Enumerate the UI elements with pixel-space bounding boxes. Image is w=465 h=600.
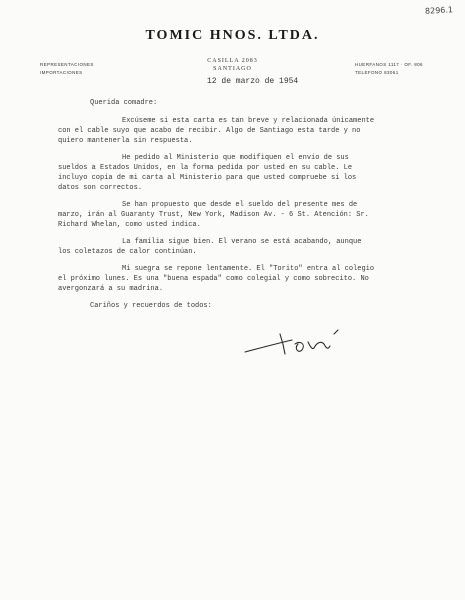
letter-date: 12 de marzo de 1954 xyxy=(207,77,299,86)
paragraph-line: datos son correctos. xyxy=(58,184,143,192)
greeting: Querida comadre: xyxy=(90,99,158,107)
paragraph xyxy=(58,116,450,146)
paragraph-line: Richard Whelan, como usted indica. xyxy=(58,221,201,229)
letterhead-center-line: CASILLA 2083 xyxy=(207,58,258,64)
closing: Cariños y recuerdos de todos: xyxy=(90,302,212,310)
paragraph-line: La familia sigue bien. El verano se está acabando, aunque xyxy=(122,238,362,246)
paragraph-line: Mi suegra se repone lentamente. El "Torito" entra al colegio xyxy=(122,265,375,273)
paragraph xyxy=(58,237,450,257)
letterhead-left-line: IMPORTACIONES xyxy=(40,70,83,75)
paragraph-line: sueldos a Estados Unidos, en la forma pedida por usted en su cable. Le xyxy=(58,164,353,172)
letterhead-right xyxy=(355,61,423,77)
paragraph-line: incluyo copia de mi carta al Ministerio para que usted compruebe si los xyxy=(58,174,357,182)
archive-reference: 8296.1 xyxy=(424,5,454,16)
letterhead-center-line: SANTIAGO xyxy=(213,66,252,72)
paragraph-line: He pedido al Ministerio que modifiquen el envío de sus xyxy=(122,154,349,162)
paragraph xyxy=(58,264,450,294)
paragraph-line: marzo, irán al Guaranty Trust, New York, Madison Av. - 6 St. Atención: Sr. xyxy=(58,211,369,219)
letterhead-left-line: REPRESENTACIONES xyxy=(40,62,94,67)
paragraph xyxy=(58,200,450,230)
paragraph-line: quiero mantenerla sin respuesta. xyxy=(58,137,193,145)
paragraph-line: avergonzará a su madrina. xyxy=(58,285,164,293)
paragraph-line: Se han propuesto que desde el sueldo del presente mes de xyxy=(122,201,358,209)
paragraph xyxy=(58,153,450,193)
paragraph-line: el próximo lunes. Es una "buena espada" como colegial y como sobrecito. No xyxy=(58,275,369,283)
paragraph-line: con el cable suyo que acabo de recibir. Algo de Santiago esta tarde y no xyxy=(58,127,361,135)
handwritten-signature xyxy=(240,322,360,362)
paragraph-line: los coletazos de calor continúan. xyxy=(58,248,197,256)
paragraph-line: Excúseme si esta carta es tan breve y relacionada únicamente xyxy=(122,117,375,125)
letterhead-right-line: TELEFONO 83061 xyxy=(355,70,399,75)
letterhead-right-line: HUERFANOS 1117 · OF. 806 xyxy=(355,62,423,67)
company-name: TOMIC HNOS. LTDA. xyxy=(145,28,320,43)
letter-body xyxy=(58,98,450,311)
